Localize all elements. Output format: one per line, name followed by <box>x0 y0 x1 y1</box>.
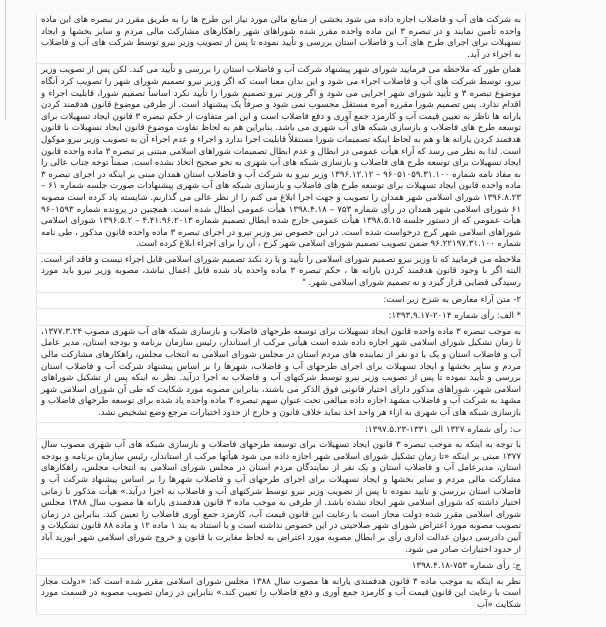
ruling-heading-b: ب: رأی شماره ۱۳۲۷ الی ۱۳۳۱-۱۳۹۷.۵.۲۳: <box>37 423 525 440</box>
paragraph: نظر به اینکه به موجب ماده ۳ قانون هدفمندی یارانه ها مصوب سال ۱۳۸۸ مجلس شورای اسلامی مقرر شده است که: «دولت مجاز است با رعایت این قانون قیمت آب و کارمزد جمع آوری و دفع فاضلاب را تعیین کند.» بنابراین در زمان تصویب مصوبه در قسمت مورد شکایت «آب <box>37 576 525 615</box>
section-heading: ۲- متن آراء معارض به شرح زیر است: <box>37 293 525 310</box>
paragraph: به شرکت های آب و فاضلاب اجازه داده می شود بخشی از منابع مالی مورد نیاز این طرح ها را به طریق مقرر در تبصره های این ماده واحده تأمین نمایند و در تبصره ۳ این ماده واحده مقرر شده شوراهای شهر راهکارهای مشارکت مالی مردم و سایر بخشها و ایجاد تسهیلات برای اجرای طرح های آب و فاضلاب استان بررسی و تأیید نموده تا پس از تصویب وزیر نیرو توسط شرکت های آب و فاضلاب به اجراء در آید. <box>37 14 525 64</box>
ruling-heading-a: * الف: رأی شماره ۲۰۱۴-۱۳۹۳.۹.۱۷: <box>37 309 525 326</box>
document-page <box>36 14 526 615</box>
paragraph: با توجه به اینکه به موجب تبصره ۳ قانون ایجاد تسهیلات برای توسعه طرحهای فاضلاب و بازسازی شبکه های آب شهری مصوب سال ۱۳۷۷ مبنی بر اینکه «تا زمان تشکیل شورای اسلامی شهر اجازه داده می شود هیأتها مرکب از استاندار، رئیس سازمان برنامه و بودجه استان، مدیرعامل آب و فاضلاب استان و یک نفر از نمایندگان مردم استان در مجلس شورای اسلامی به انتخاب مجلس، راهکارهای مشارکت مالی مردم و سایر بخشها و ایجاد تسهیلات برای اجرای طرحهای آب و فاضلاب شهرها را بر اساس پیشنهاد شرکت آب و فاضلاب استان بررسی و تایید نموده تا پس از تصویب وزیر نیرو توسط شرکتهای آب و فاضلاب به اجرا درآید.» هیأت مذکور تا زمانی اختیار داشته که شورای اسلامی شهر ایجاد نشده باشد. از طرفی به موجب ماده ۳ قانون هدفمندی یارانه ها مصوب سال ۱۳۸۸ مجلس شورای اسلامی مقرر شده دولت مجاز است با رعایت این قانون قیمت آب، کارمزد جمع آوری فاضلاب را تعیین کند. بنابراین در زمان تصویب مصوبه مورد اعتراض شورای شهر صلاحیتی در این خصوص نداشته است و با استناد به بند ۱ ماده ۱۲ و ماده ۸۸ قانون تشکیلات و آیین دادرسی دیوان عدالت اداری رأی بر ابطال مصوبه مورد اعتراض به لحاظ مغایرت با قانون و خروج شورای اسلامی شهر ابوزید آباد از حدود اختیارات صادر می شود. <box>37 439 525 559</box>
paragraph: به موجب تبصره ۳ ماده واحده قانون ایجاد تسهیلات برای توسعه طرحهای فاضلاب و بازسازی شبکه های آب شهری مصوب ۱۳۷۷.۳.۲۴، تا زمان تشکیل شورای اسلامی شهر اجازه داده شده است هیأتی مرکب از استاندار، رئیس سازمان برنامه و بودجه استان، مدیر عامل آب و فاضلاب استان و یک یا دو نفر از نماینده های مردم استان در مجلس شورای اسلامی به انتخاب مجلس، راهکارهای مشارکت مالی مردم و سایر بخشها و ایجاد تسهیلات برای اجرای طرحهای آب و فاضلاب، شهرها را بر اساس پیشنهاد شرکت آب و فاضلاب استان بررسی و تأیید نموده تا پس از تصویب وزیر نیرو توسط شرکتهای آب و فاضلاب به اجرا درآید. نظر به اینکه پس از تشکیل شوراهای اسلامی شهر، شوراهای مذکور دارای اختیار قانونی فوق الذکر می باشند، بنابراین مصوبه مورد شکایت که طی آن شورای اسلامی شهر مشهد به شرکت آب و فاضلاب مشهد اجازه داده مبالغی تحت عنوان سهم تبصره ۳ ماده واحده یاد شده برای توسعه طرحهای فاضلاب و بازسازی شبکه های آب شهری به ازاء هر واحد اخذ نماید خلاف قانون و خارج از حدود اختیارات مرجع وضع تشخیص نشد. <box>37 326 525 423</box>
window-edge <box>5 0 6 120</box>
ruling-heading-c: ج: رأی شماره ۷۵۳-۱۳۹۸.۴.۱۸ <box>37 559 525 576</box>
paragraph: همان طور که ملاحظه می فرمایید شورای شهر پیشنهاد شرکت آب و فاضلاب استان را بررسی و تأیید می کند. لکن پس از تصویب وزیر نیرو، توسط شرکت های آب و فاضلاب اجراء می شود و این بدان معنا است که اگر وزیر نیرو تصمیم شورای شهر را تصویب کرد آنگاه موضوع تبصره ۳ و تأیید شورای شهر اجرایی می شود و اگر وزیر نیرو تصمیم شورا را تأیید نکرد اساساً تصمیم شورا، قابلیت اجراء و اقدام ندارد. پس تصمیم شورا مقرره آمره مستقل محسوب نمی شود و صرفاً یک پیشنهاد است. از طرفی موضوع قانون هدفمند کردن یارانه ها ناظر به تعیین قیمت آب و کارمزد جمع آوری و دفع فاضلاب است و این امر متفاوت از حکم تبصره ۳ قانون ایجاد تسهیلات برای توسعه طرح های فاضلاب و بازسازی شبکه های آب شهری می باشد. بنابراین هم به لحاظ تفاوت موضوع قانون ایجاد تسهیلات با قانون هدفمند کردن یارانه ها و هم به لحاظ اینکه تصمیمات شورا مستقلاً قابلیت اجرا ندارد و اجراء و عدم اجراء آن به تصویب وزیر نیرو موکول است. لذا به نظر می رسد که آراء هیأت عمومی در ابطال و عدم ابطال تصمیمات شوراهای اسلامی مبتنی بر تبصره ۳ ماده واحده قانون ایجاد تسهیلات برای توسعه طرح های فاضلاب و بازسازی شبکه های آب شهری به نحو صحیح اتخاذ نشده است. ضمناً توجه جناب عالی را به مفاد نامه شماره ۹۶۰۵۱۰۵۹.۳۱.۱۰۰ – ۱۳۹۶.۱۲.۱۲ وزیر نیرو به شرکت آب و فاضلاب استان همدان مبنی بر اینکه در اجرای تبصره ۳ ماده واحده قانون ایجاد تسهیلات برای توسعه طرح های فاضلاب و بازسازی شبکه های آب شهری پیشنهادات صورت جلسه شماره ۶۱ – ۱۳۹۶.۸.۲۳ شورای اسلامی شهر همدان را تصویب و جهت اجرا ابلاغ می کنم را از نظر عالی می گذارنم. شایسته یاد کرده است مصوبه ۶۱ شورای اسلامی شهر همدان در رأی شماره ۷۵۳ – ۱۳۹۸.۴.۱۸ هیأت عمومی ابطال شده است. همچنین در پرونده شماره ۹۶۰۱۵۹۳ هیأت عمومی که از دستور جلسه ۱۳۹۸.۵.۱۵ هیأت عمومی خارج شده ابطال تصمیم شماره ۴.۴۱.۹۶.۲۰۱۳ – ۱۳۹۶.۵.۲ شورای اسلامی شوراهای اسلامی شهر کرج درخواست شده است. در این خصوص نیز وزیر نیرو در اجرای تبصره ۳ ماده واحده قانون مذکور ، طی نامه شماره ۹۶.۲۲۱۹۷.۳۱.۱۰۰ ضمن تصویب تصمیم شورای اسلامی شهر کرج ، آن را برای اجراء ابلاغ کرده است. <box>37 64 525 254</box>
paragraph: ملاحظه می فرمایید که تا وزیر نیرو تصمیم شورای اسلامی را تأیید و یا رد نکند تصمیم شورای اسلامی قابل اجراء نیست و فاقد اثر است. البته اگر با وجود قانون هدفمند کردن یارانه ها ، حکم تبصره ۳ ماده واحده یاد شده قابل اعمال نباشد، مصوبه وزیر نیرو باید مورد رسیدگی قضایی قرار گیرد و نه تصمیم شورای اسلامی شهر. " <box>37 254 525 293</box>
